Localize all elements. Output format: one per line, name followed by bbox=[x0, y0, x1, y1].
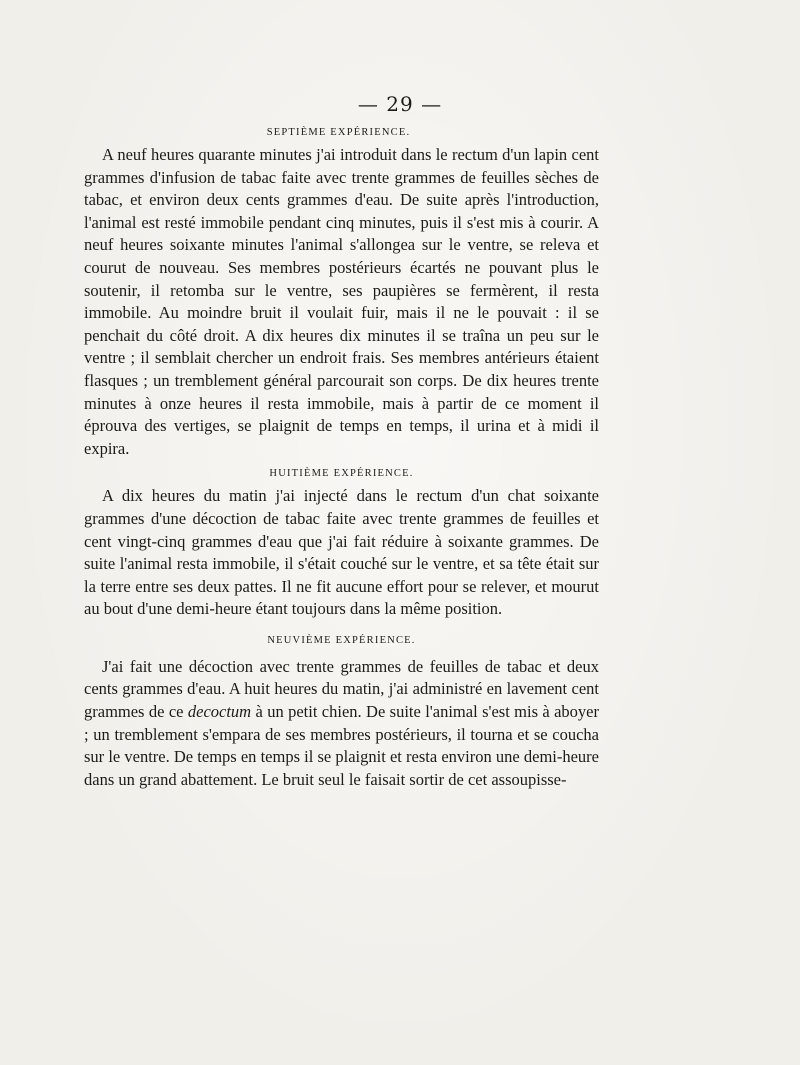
section-gap bbox=[84, 621, 599, 635]
section-text-septieme: A neuf heures quarante minutes j'ai introduit dans le rectum d'un lapin cent grammes d'infusion de tabac faite avec trente grammes de feuilles sèches de tabac, et environ deux cents grammes d'eau. De suite après l'introduction, l'animal est resté immobile pendant cinq minutes, puis il s'est mis à courir. A neuf heures soixante minutes l'animal s'allongea sur le ventre, se releva et courut de nouveau. Ses membres postérieurs écartés ne pouvant plus le soutenir, il retomba sur le ventre, ses paupières se fermèrent, il resta immobile. Au moindre bruit il voulait fuir, mais il ne le pouvait : il se penchait du côté droit. A dix heures dix minutes il se traîna un peu sur le ventre ; il semblait chercher un endroit frais. Ses membres antérieurs étaient flasques ; un tremblement général parcourait son corps. De dix heures trente minutes à onze heures il resta immobile, mais à partir de ce moment il éprouva des vertiges, se plaignit de temps en temps, il urina et à midi il expira. bbox=[84, 145, 599, 458]
page-number: — 29 — bbox=[357, 92, 443, 116]
neuvieme-text-after: à un petit chien. De suite l'animal s'est mis à aboyer ; un tremblement s'empara de ses membres postérieurs, il tourna et se coucha sur le ventre. De temps en temps il se plaignit et resta environ une demi-heure dans un grand abattement. Le bruit seul le faisait sortir de cet assoupisse- bbox=[84, 702, 599, 789]
neuvieme-italic-term: decoctum bbox=[187, 702, 252, 722]
section-text-huitieme: A dix heures du matin j'ai injecté dans le rectum d'un chat soixante grammes d'une décoction de tabac faite avec trente grammes de feuilles et cent vingt-cinq grammes d'eau que j'ai fait réduire à soixante grammes. De suite l'animal resta immobile, il s'était couché sur le ventre, et sa tête était sur la terre entre ses deux pattes. Il ne fit aucune effort pour se relever, et mourut au bout d'une demi-heure étant toujours dans la même position. bbox=[84, 486, 599, 619]
text-column bbox=[84, 127, 599, 791]
section-text-neuvieme bbox=[84, 656, 599, 792]
section-heading-huitieme: HUITIÈME EXPÉRIENCE. bbox=[269, 468, 414, 480]
neuvieme-text-before: J'ai fait une décoction avec trente grammes de feuilles de tabac et deux cents grammes d'eau. A huit heures du matin, j'ai administré en lavement cent grammes de ce bbox=[84, 656, 599, 722]
section-heading-septieme: SEPTIÈME EXPÉRIENCE. bbox=[266, 127, 411, 138]
section-heading-neuvieme: NEUVIÈME EXPÉRIENCE. bbox=[267, 634, 416, 646]
